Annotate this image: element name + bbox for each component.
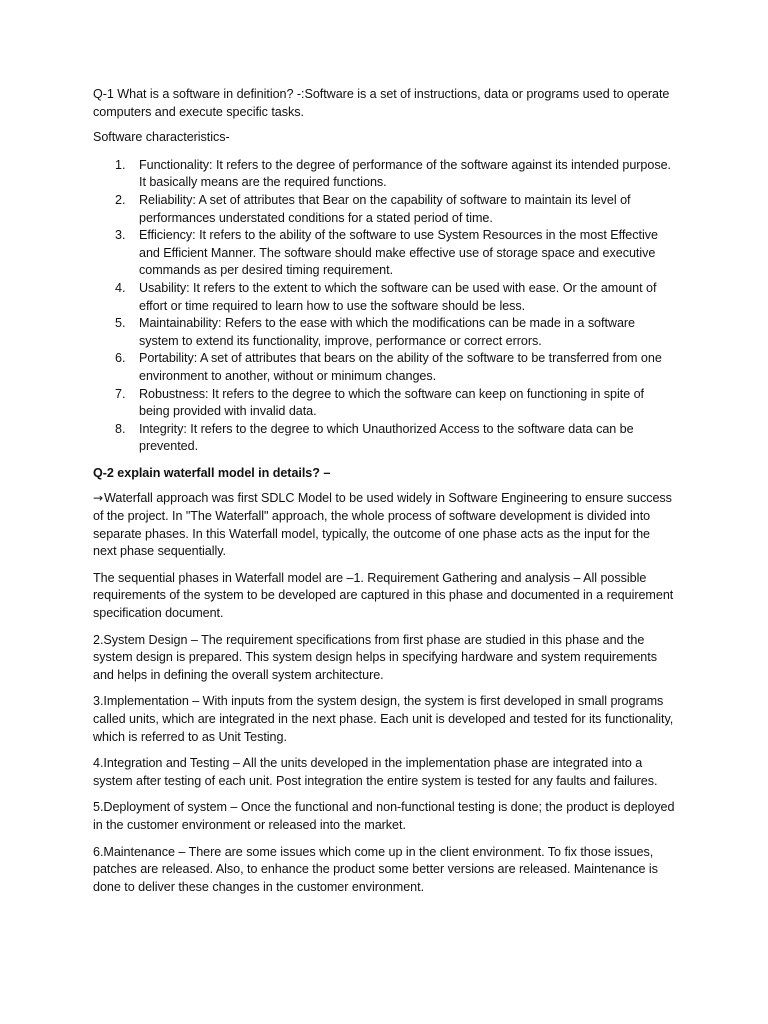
list-item-number: 8.	[115, 421, 126, 436]
list-item-text: Efficiency: It refers to the ability of the software to use System Resources in the most Effective and Efficient Manner. The software should make effective use of storage space and executive commands as per desired timing requirement.	[139, 228, 658, 278]
phase-paragraph: The sequential phases in Waterfall model are –1. Requirement Gathering and analysis – All possible requirements of the system to be developed are captured in this phase and documented in a requirement specification document.	[93, 570, 674, 621]
list-item-text: Usability: It refers to the extent to which the software can be used with ease. Or the amount of effort or time required to learn how to use the software should be less.	[139, 280, 657, 313]
list-item-number: 6.	[115, 351, 126, 366]
list-item-text: Robustness: It refers to the degree to which the software can keep on functioning in spite of being provided with invalid data.	[139, 386, 644, 419]
list-item-text: Maintainability: Refers to the ease with which the modifications can be made in a software system to extend its functionality, improve, performance or correct errors.	[139, 316, 636, 348]
q1-definition: Q-1 What is a software in definition? -:Software is a set of instructions, data or programs used to operate computers and execute specific tasks.	[93, 87, 670, 119]
characteristics-heading: Software characteristics-	[93, 130, 230, 145]
q2-heading: Q-2 explain waterfall model in details? –	[93, 465, 331, 480]
characteristics-list	[93, 157, 676, 456]
list-item	[115, 280, 676, 315]
phase-paragraph: 3.Implementation – With inputs from the system design, the system is first developed in small programs called units, which are integrated in the next phase. Each unit is developed and tested for its functionality, which is referred to as Unit Testing.	[93, 694, 674, 744]
phase-paragraph: 2.System Design – The requirement specifications from first phase are studied in this phase and the system design is prepared. This system design helps in specifying hardware and system requirements and helps in defining the overall system architecture.	[93, 632, 657, 682]
phase-paragraph: 6.Maintenance – There are some issues which come up in the client environment. To fix those issues, patches are released. Also, to enhance the product some better versions are released. Maintenance is done to deliver these changes in the customer environment.	[93, 844, 658, 894]
list-item-number: 2.	[115, 192, 126, 207]
list-item-number: 1.	[115, 157, 126, 172]
list-item	[115, 350, 676, 385]
arrow-icon: →	[93, 491, 104, 506]
list-item	[115, 421, 676, 456]
list-item-number: 4.	[115, 280, 126, 295]
q2-intro-paragraph	[93, 490, 676, 560]
list-item	[115, 315, 676, 350]
phase-paragraph: 5.Deployment of system – Once the functional and non-functional testing is done; the product is deployed in the customer environment or released into the market.	[93, 800, 675, 832]
list-item	[115, 386, 676, 421]
list-item-number: 3.	[115, 228, 126, 243]
list-item-number: 7.	[115, 386, 126, 401]
list-item	[115, 157, 676, 192]
list-item-number: 5.	[115, 316, 126, 331]
list-item-text: Portability: A set of attributes that bears on the ability of the software to be transferred from one environment to another, without or minimum changes.	[139, 351, 662, 383]
list-item-text: Functionality: It refers to the degree of performance of the software against its intended purpose. It basically means are the required functions.	[139, 157, 671, 190]
list-item-text: Reliability: A set of attributes that Bear on the capability of software to maintain its level of performances understated conditions for a stated period of time.	[139, 192, 631, 225]
list-item	[115, 227, 676, 280]
phase-paragraph: 4.Integration and Testing – All the units developed in the implementation phase are integrated into a system after testing of each unit. Post integration the entire system is tested for any faults and failures.	[93, 756, 658, 788]
list-item-text: Integrity: It refers to the degree to which Unauthorized Access to the software data can be prevented.	[139, 421, 634, 454]
list-item	[115, 192, 676, 227]
q2-intro-text: Waterfall approach was first SDLC Model to be used widely in Software Engineering to ensure success of the project. In "The Waterfall" approach, the whole process of software development is divided into separate phases. In this Waterfall model, typically, the outcome of one phase acts as the input for the next phase sequentially.	[93, 491, 672, 559]
